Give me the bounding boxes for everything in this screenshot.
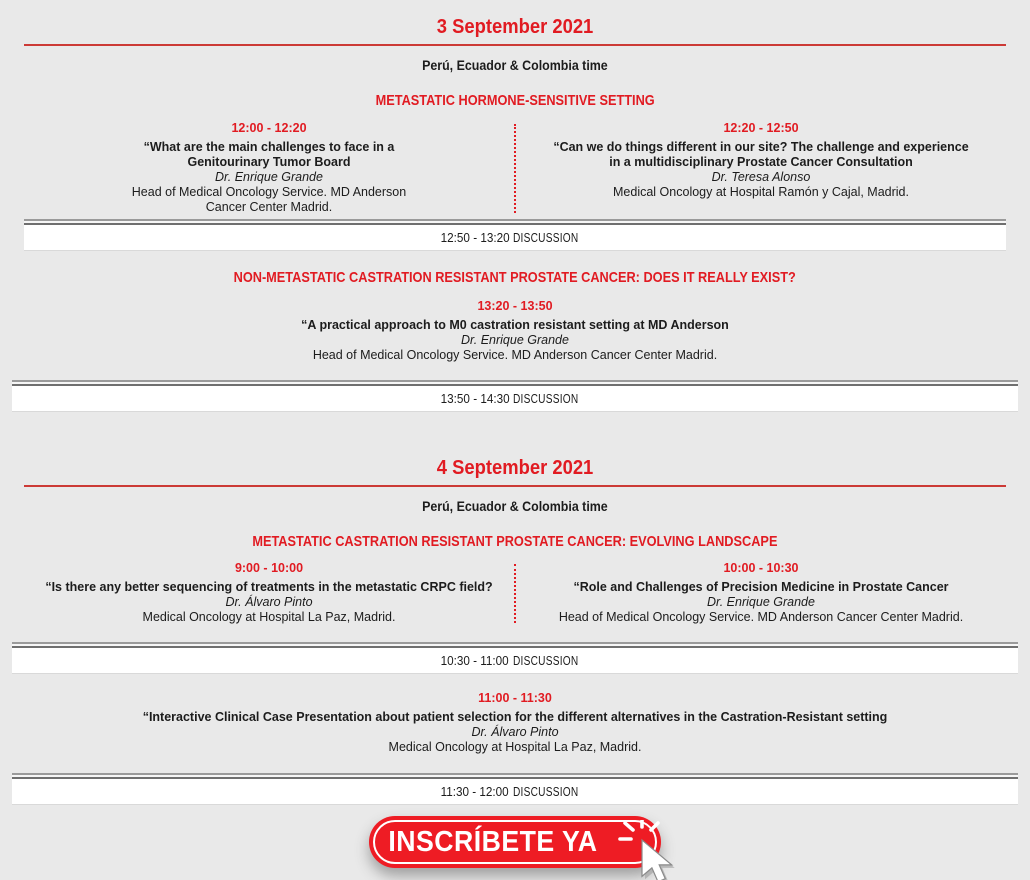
day1-session1-heading-text: METASTATIC HORMONE-SENSITIVE SETTING: [375, 92, 655, 109]
discussion-label: DISCUSSION: [513, 230, 579, 245]
cta-container: [0, 816, 1030, 868]
talk-speaker: Dr. Teresa Alonso: [711, 170, 811, 184]
day1-date-text: 3 September 2021: [436, 16, 594, 38]
discussion-label: DISCUSSION: [513, 391, 579, 406]
talk-speaker: Dr. Enrique Grande: [461, 333, 569, 347]
day2-single-talk: [0, 692, 1030, 755]
day1-talk-right: [516, 122, 1006, 215]
talk-title: “Can we do things different in our site? The challenge and experience in a multidisciplinary Prostate Cancer Consultation: [553, 140, 969, 169]
talk-speaker: Dr. Enrique Grande: [707, 595, 815, 609]
talk-time: 10:00 - 10:30: [723, 561, 799, 575]
day1-session2-heading: [0, 270, 1030, 285]
talk-affiliation: Medical Oncology at Hospital La Paz, Madrid.: [142, 610, 396, 624]
talk-time: 13:20 - 13:50: [477, 299, 553, 313]
talk-title: “Is there any better sequencing of treatments in the metastatic CRPC field?: [45, 580, 493, 594]
talk-affiliation: Head of Medical Oncology Service. MD Anderson Cancer Center Madrid.: [312, 348, 718, 362]
talk-title: “What are the main challenges to face in a Genitourinary Tumor Board: [143, 140, 395, 169]
discussion-time: 12:50 - 13:20: [440, 230, 510, 245]
discussion-time: 13:50 - 14:30: [440, 391, 510, 406]
day2-session1-heading-text: METASTATIC CASTRATION RESISTANT PROSTATE CANCER: EVOLVING LANDSCAPE: [252, 533, 778, 550]
discussion-bar: [24, 219, 1006, 251]
discussion-time: 11:30 - 12:00: [440, 784, 509, 799]
day1-timezone: [0, 59, 1030, 73]
discussion-bar: [12, 380, 1018, 412]
day2-timezone: [0, 500, 1030, 514]
day2-date-text: 4 September 2021: [436, 457, 594, 479]
talk-affiliation: Medical Oncology at Hospital Ramón y Cajal, Madrid.: [613, 185, 909, 199]
day1-single-talk: [0, 300, 1030, 363]
talk-time: 11:00 - 11:30: [478, 691, 552, 705]
register-button[interactable]: [369, 816, 661, 868]
talk-time: 12:20 - 12:50: [723, 121, 799, 135]
discussion-label: DISCUSSION: [512, 653, 579, 668]
day2-date: [0, 458, 1030, 478]
talk-speaker: Dr. Álvaro Pinto: [471, 725, 559, 739]
talk-time: 9:00 - 10:00: [234, 561, 304, 575]
talk-affiliation: Head of Medical Oncology Service. MD Anderson Cancer Center Madrid.: [131, 185, 407, 214]
talk-speaker: Dr. Enrique Grande: [215, 170, 323, 184]
talk-affiliation: Medical Oncology at Hospital La Paz, Madrid.: [388, 740, 642, 754]
talk-affiliation: Head of Medical Oncology Service. MD Anderson Cancer Center Madrid.: [558, 610, 964, 624]
day1-timezone-text: Perú, Ecuador & Colombia time: [422, 58, 608, 73]
discussion-bar: [12, 773, 1018, 805]
talk-title: “Interactive Clinical Case Presentation about patient selection for the different alternatives in the Castration-Resistant setting: [142, 710, 888, 724]
day1-session1-heading: [0, 93, 1030, 108]
day2-timezone-text: Perú, Ecuador & Colombia time: [422, 499, 608, 514]
day2-talk-left: [24, 562, 514, 625]
day2-session1-heading: [0, 534, 1030, 549]
day2-divider-rule: [24, 485, 1006, 487]
day2-talk-right: [516, 562, 1006, 625]
discussion-label: DISCUSSION: [512, 784, 579, 799]
talk-title: “Role and Challenges of Precision Medicine in Prostate Cancer: [573, 580, 949, 594]
register-button-label: INSCRÍBETE YA: [388, 825, 598, 858]
click-cursor-icon: [611, 820, 681, 880]
talk-time: 12:00 - 12:20: [231, 121, 307, 135]
day1-talks-row: [24, 122, 1006, 215]
talk-title: “A practical approach to M0 castration resistant setting at MD Anderson: [301, 318, 729, 332]
day1-session2-heading-text: NON-METASTATIC CASTRATION RESISTANT PROSTATE CANCER: DOES IT REALLY EXIST?: [233, 269, 797, 286]
day1-talk-left: [24, 122, 514, 215]
talk-speaker: Dr. Álvaro Pinto: [225, 595, 313, 609]
day2-talks-row: [24, 562, 1006, 625]
discussion-time: 10:30 - 11:00: [440, 653, 509, 668]
day1-date: [0, 17, 1030, 37]
discussion-bar: [12, 642, 1018, 674]
day1-divider-rule: [24, 44, 1006, 46]
